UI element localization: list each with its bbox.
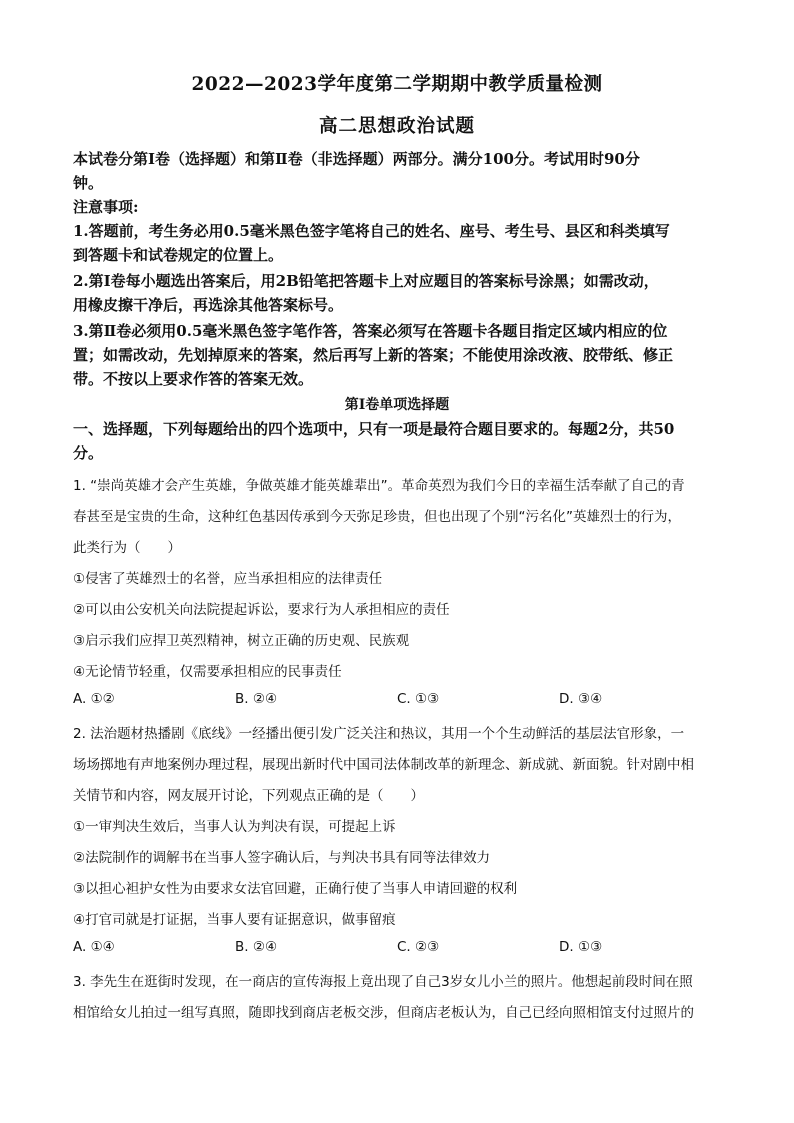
- exam-subtitle: 高二思想政治试题: [318, 116, 475, 137]
- note-3-line-3: 带。不按以上要求作答的答案无效。: [73, 370, 314, 388]
- question-1-stem-line-1: 1. “崇尚英雄才会产生英雄，争做英雄才能英雄辈出”。革命英烈为我们今日的幸福生活奉献了自己的青: [73, 478, 685, 494]
- note-3-line-1: 3.第Ⅱ卷必须用0.5毫米黑色签字笔作答，答案必须写在答题卡各题目指定区域内相应的位: [73, 322, 668, 340]
- question-3-stem-line-2: 相馆给女儿拍过一组写真照，随即找到商店老板交涉，但商店老板认为，自己已经向照相馆支付过照片的: [73, 1005, 694, 1021]
- notes-heading: 注意事项:: [73, 198, 139, 216]
- question-2-statement-3: ③以担心袒护女性为由要求女法官回避，正确行使了当事人申请回避的权利: [73, 881, 518, 897]
- question-1-stem-line-3: 此类行为（ ）: [73, 540, 181, 556]
- question-2-option-a[interactable]: A. ①④: [73, 939, 115, 955]
- question-2-option-d[interactable]: D. ①③: [559, 939, 603, 955]
- question-2-stem-line-1: 2. 法治题材热播剧《底线》一经播出便引发广泛关注和热议，其用一个个生动鲜活的基层法官形象，一: [73, 726, 685, 742]
- question-2-option-c[interactable]: C. ②③: [397, 939, 440, 955]
- question-2-statement-1: ①一审判决生效后，当事人认为判决有误，可提起上诉: [73, 819, 396, 835]
- question-2-statement-2: ②法院制作的调解书在当事人签字确认后，与判决书具有同等法律效力: [73, 850, 491, 866]
- question-1-option-d[interactable]: D. ③④: [559, 691, 603, 707]
- question-1-option-c[interactable]: C. ①③: [397, 691, 440, 707]
- question-1-statement-1: ①侵害了英雄烈士的名誉，应当承担相应的法律责任: [73, 571, 383, 587]
- section-title: 第Ⅰ卷单项选择题: [344, 397, 450, 413]
- question-1-stem-line-2: 春甚至是宝贵的生命，这种红色基因传承到今天弥足珍贵，但也出现了个别“污名化”英雄烈士的行为，: [73, 509, 681, 525]
- note-3-line-2: 置；如需改动，先划掉原来的答案，然后再写上新的答案；不能使用涂改液、胶带纸、修正: [73, 346, 674, 364]
- question-2-statement-4: ④打官司就是打证据，当事人要有证据意识，做事留痕: [73, 912, 396, 928]
- question-2-option-b[interactable]: B. ②④: [235, 939, 278, 955]
- note-1-line-2: 到答题卡和试卷规定的位置上。: [73, 246, 284, 264]
- question-1-statement-3: ③启示我们应捍卫英烈精神，树立正确的历史观、民族观: [73, 633, 410, 649]
- intro-line-2: 钟。: [73, 174, 104, 192]
- question-2-stem-line-3: 关情节和内容，网友展开讨论，下列观点正确的是（ ）: [73, 788, 424, 804]
- question-2-options: [73, 939, 733, 955]
- question-1-option-a[interactable]: A. ①②: [73, 691, 115, 707]
- section-instructions-line-2: 分。: [73, 444, 104, 462]
- question-1-option-b[interactable]: B. ②④: [235, 691, 278, 707]
- note-2-line-1: 2.第Ⅰ卷每小题选出答案后，用2B铅笔把答题卡上对应题目的答案标号涂黑；如需改动，: [73, 272, 659, 290]
- question-2-stem-line-2: 场场掷地有声地案例办理过程，展现出新时代中国司法体制改革的新理念、新成就、新面貌。针对剧中相: [73, 757, 694, 773]
- note-1-line-1: 1.答题前，考生务必用0.5毫米黑色签字笔将自己的姓名、座号、考生号、县区和科类填写: [73, 222, 670, 240]
- section-instructions-line-1: 一、选择题，下列每题给出的四个选项中，只有一项是最符合题目要求的。每题2分，共50: [73, 420, 675, 438]
- question-1-options: [73, 691, 733, 707]
- question-1-statement-4: ④无论情节轻重，仅需要承担相应的民事责任: [73, 664, 342, 680]
- exam-title: 2022—2023学年度第二学期期中教学质量检测: [191, 74, 603, 95]
- note-2-line-2: 用橡皮擦干净后，再选涂其他答案标号。: [73, 296, 344, 314]
- question-1-statement-2: ②可以由公安机关向法院提起诉讼，要求行为人承担相应的责任: [73, 602, 450, 618]
- question-3-stem-line-1: 3. 李先生在逛街时发现，在一商店的宣传海报上竟出现了自己3岁女儿小兰的照片。他想起前段时间在照: [73, 974, 693, 990]
- intro-line-1: 本试卷分第Ⅰ卷（选择题）和第Ⅱ卷（非选择题）两部分。满分100分。考试用时90分: [73, 150, 640, 168]
